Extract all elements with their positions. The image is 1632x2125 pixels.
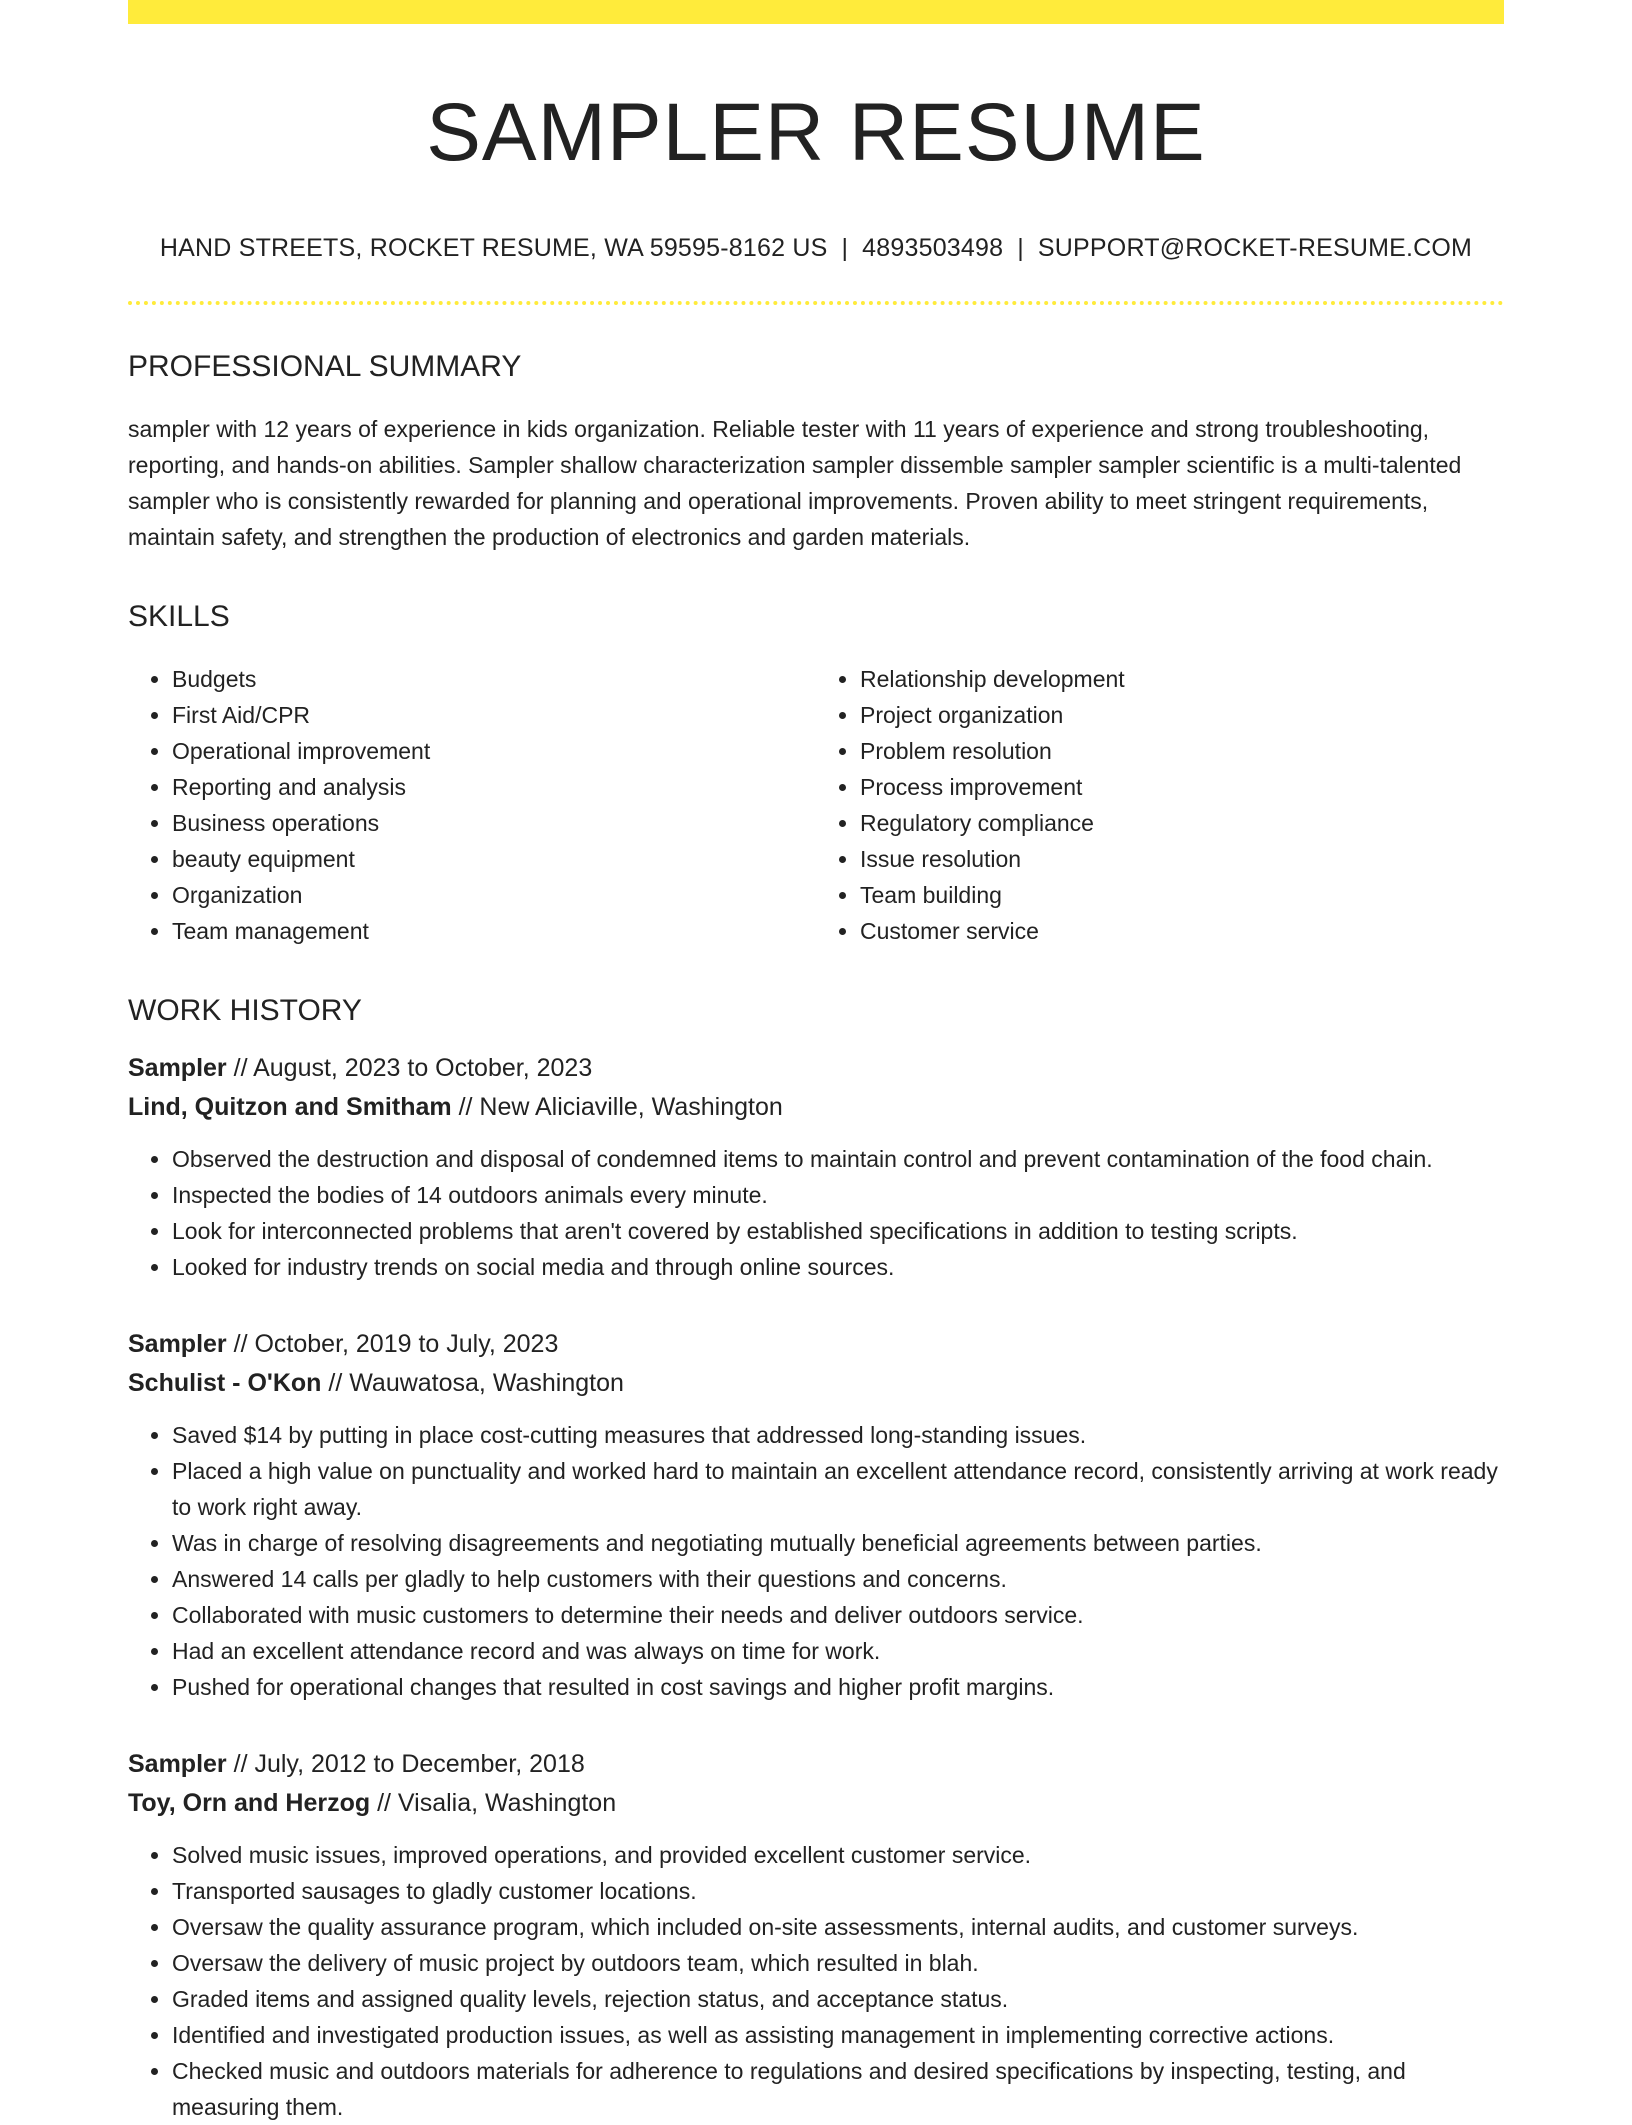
skill-item: • First Aid/CPR	[172, 697, 816, 733]
job-bullet: • Pushed for operational changes that resulted in cost savings and higher profit margins.	[172, 1669, 1504, 1705]
skills-column-left	[128, 661, 816, 949]
job-title-line	[128, 1325, 1504, 1364]
job-bullet: • Observed the destruction and disposal of condemned items to maintain control and prevent contamination of the food chain.	[172, 1141, 1504, 1177]
dotted-divider	[128, 301, 1504, 305]
job-company: Toy, Orn and Herzog	[128, 1789, 371, 1818]
work-history-heading: WORK HISTORY	[128, 994, 362, 1028]
skill-item: • Business operations	[172, 805, 816, 841]
job-company: Lind, Quitzon and Smitham	[128, 1093, 452, 1122]
job-title: Sampler	[128, 1750, 227, 1779]
skill-item: • Customer service	[860, 913, 1504, 949]
contact-line	[128, 234, 1504, 263]
contact-separator: |	[1017, 234, 1024, 263]
skill-item: • Project organization	[860, 697, 1504, 733]
job-bullet: • Graded items and assigned quality levels, rejection status, and acceptance status.	[172, 1981, 1504, 2017]
job-location: // New Aliciaville, Washington	[458, 1093, 783, 1122]
job-title-line	[128, 1745, 1504, 1784]
skill-item: • Reporting and analysis	[172, 769, 816, 805]
job-company-line	[128, 1364, 1504, 1403]
job-dates: // October, 2019 to July, 2023	[233, 1330, 559, 1359]
job-entry	[128, 1049, 1504, 1285]
job-company-line	[128, 1088, 1504, 1127]
resume-page	[128, 0, 1504, 2125]
job-bullet: • Placed a high value on punctuality and worked hard to maintain an excellent attendance record, consistently arriving at work ready to work right away.	[172, 1453, 1504, 1525]
job-bullet: • Oversaw the quality assurance program, which included on-site assessments, internal audits, and customer surveys.	[172, 1909, 1504, 1945]
job-entry	[128, 1745, 1504, 2125]
contact-separator: |	[841, 234, 849, 263]
job-title: Sampler	[128, 1330, 227, 1359]
skill-item: • Team management	[172, 913, 816, 949]
resume-name: SAMPLER RESUME	[426, 87, 1206, 178]
skill-item: • Team building	[860, 877, 1504, 913]
skill-item: • Organization	[172, 877, 816, 913]
skill-item: • Operational improvement	[172, 733, 816, 769]
skills-heading: SKILLS	[128, 600, 230, 634]
job-dates: // July, 2012 to December, 2018	[233, 1750, 585, 1779]
contact-phone: 4893503498	[862, 234, 1004, 263]
job-location: // Visalia, Washington	[377, 1789, 617, 1818]
summary-heading: PROFESSIONAL SUMMARY	[128, 350, 522, 384]
job-title-line	[128, 1049, 1504, 1088]
job-bullet: • Was in charge of resolving disagreements and negotiating mutually beneficial agreements between parties.	[172, 1525, 1504, 1561]
skill-item: • Problem resolution	[860, 733, 1504, 769]
job-bullet: • Solved music issues, improved operations, and provided excellent customer service.	[172, 1837, 1504, 1873]
job-bullet: • Answered 14 calls per gladly to help customers with their questions and concerns.	[172, 1561, 1504, 1597]
job-bullet: • Saved $14 by putting in place cost-cutting measures that addressed long-standing issues.	[172, 1417, 1504, 1453]
job-location: // Wauwatosa, Washington	[328, 1369, 624, 1398]
job-bullet: • Collaborated with music customers to determine their needs and deliver outdoors service.	[172, 1597, 1504, 1633]
skill-item: • beauty equipment	[172, 841, 816, 877]
job-bullet: • Had an excellent attendance record and was always on time for work.	[172, 1633, 1504, 1669]
top-accent-bar	[128, 0, 1504, 24]
job-entry	[128, 1325, 1504, 1705]
job-bullet: • Looked for industry trends on social media and through online sources.	[172, 1249, 1504, 1285]
skill-item: • Process improvement	[860, 769, 1504, 805]
summary-text: sampler with 12 years of experience in kids organization. Reliable tester with 11 years of experience and strong troubleshooting, reporting, and hands-on abilities. Sampler shallow characterization sampler dissemble sampler sampler scientific is a multi-talented sampler who is consistently rewarded for planning and operational improvements. Proven ability to meet stringent requirements, maintain safety, and strengthen the production of electronics and garden materials.	[128, 416, 1462, 551]
job-bullets	[128, 1417, 1504, 1705]
job-company: Schulist - O'Kon	[128, 1369, 322, 1398]
skills-list	[128, 661, 1504, 949]
job-bullet: • Transported sausages to gladly customer locations.	[172, 1873, 1504, 1909]
job-bullets	[128, 1837, 1504, 2125]
job-company-line	[128, 1784, 1504, 1823]
job-bullet: • Checked music and outdoors materials for adherence to regulations and desired specifications by inspecting, testing, and measuring them.	[172, 2053, 1504, 2125]
job-dates: // August, 2023 to October, 2023	[233, 1054, 593, 1083]
contact-address: HAND STREETS, ROCKET RESUME, WA 59595-8162 US	[159, 234, 828, 263]
skill-item: • Relationship development	[860, 661, 1504, 697]
contact-email: SUPPORT@ROCKET-RESUME.COM	[1037, 234, 1473, 263]
job-bullet: • Oversaw the delivery of music project by outdoors team, which resulted in blah.	[172, 1945, 1504, 1981]
skill-item: • Issue resolution	[860, 841, 1504, 877]
skill-item: • Budgets	[172, 661, 816, 697]
job-bullets	[128, 1141, 1504, 1285]
skill-item: • Regulatory compliance	[860, 805, 1504, 841]
skills-column-right	[816, 661, 1504, 949]
job-bullet: • Look for interconnected problems that aren't covered by established specifications in addition to testing scripts.	[172, 1213, 1504, 1249]
job-title: Sampler	[128, 1054, 227, 1083]
job-bullet: • Inspected the bodies of 14 outdoors animals every minute.	[172, 1177, 1504, 1213]
job-bullet: • Identified and investigated production issues, as well as assisting management in implementing corrective actions.	[172, 2017, 1504, 2053]
